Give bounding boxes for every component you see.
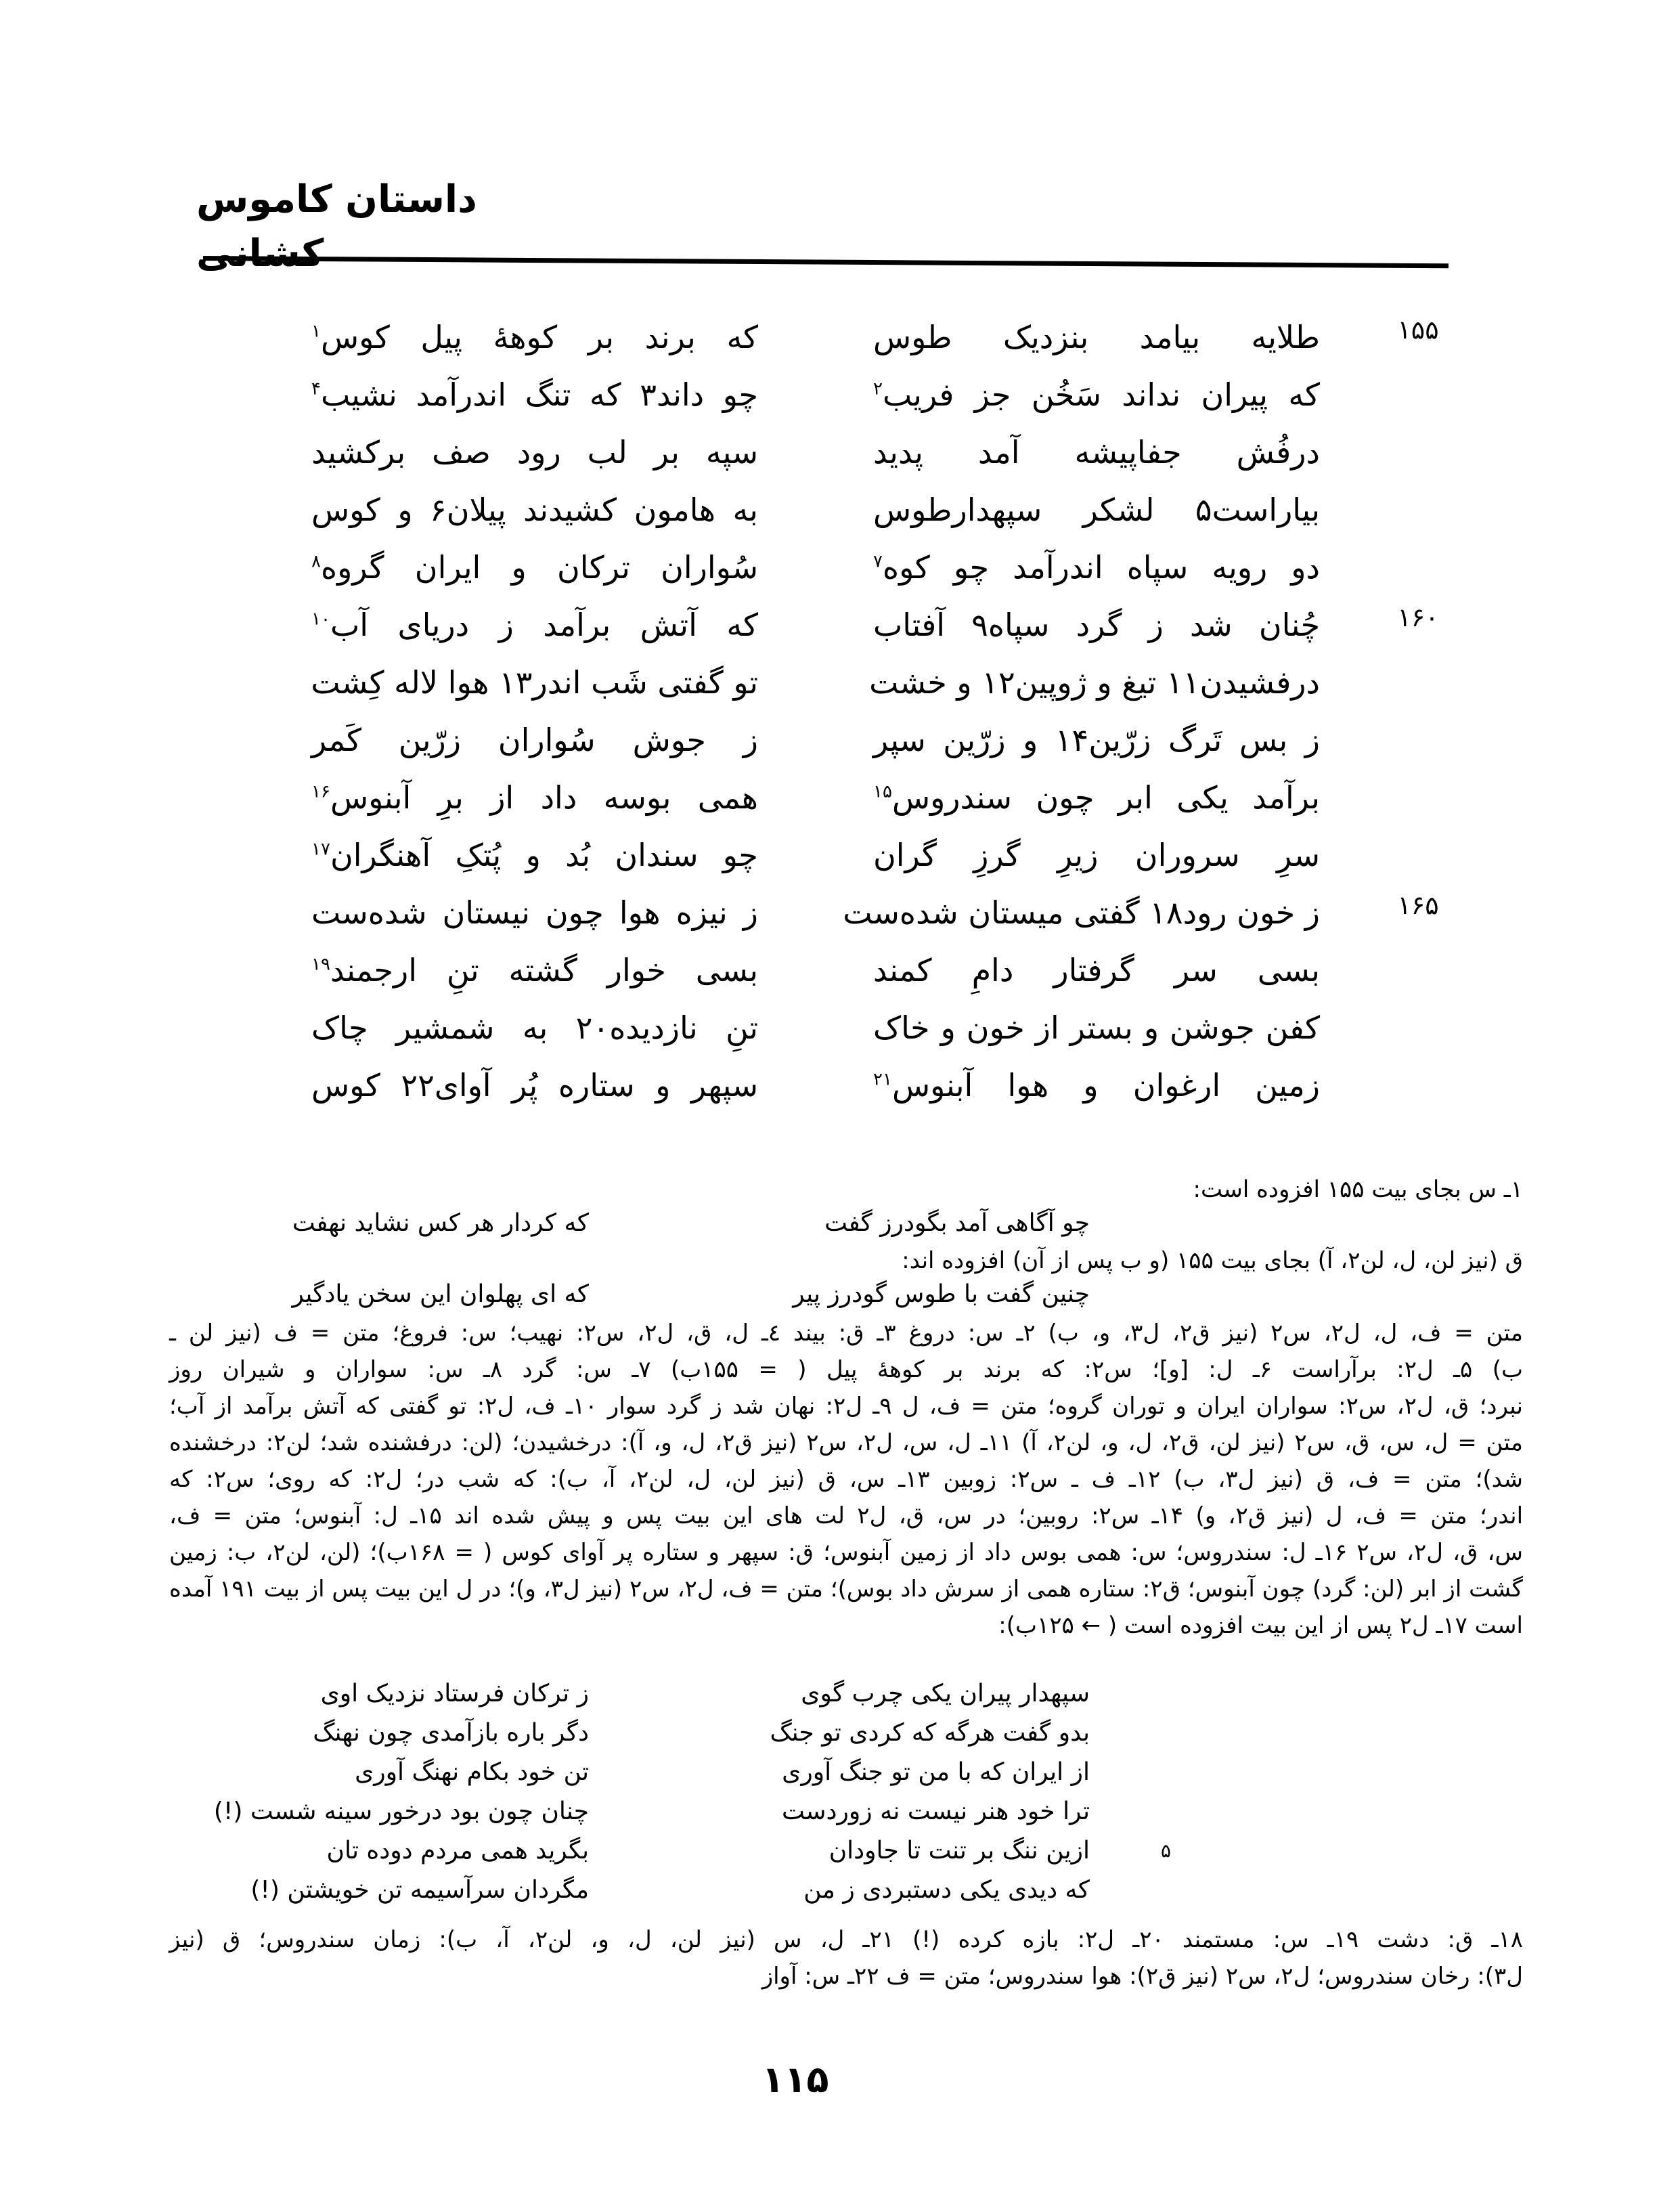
footnote-1-intro: ۱ـ س بجای بیت ۱۵۵ افزوده است: [1193,1176,1523,1203]
hemistich-text: بیاراست۵ لشکر سپهدارطوس [873,492,1320,528]
footnote-line: ب) ۵ـ ل۲: برآراست ۶ـ ل: [و]؛ س۲: که برند بر کوههٔ پیل ( = ۱۵۵ب) ۷ـ س: گرد ۸ـ س: سواران و شیران روز [169,1356,1523,1383]
hemistich-text: درفشیدن۱۱ تیغ و ژوپین۱۲ و خشت [869,664,1320,701]
hemistich-text: دو رویه سپاه اندرآمد چو کوه [882,549,1320,586]
hemistich-left [311,423,758,481]
hemistich-text: که پیران نداند سَخُن جز فریب [882,376,1320,413]
footnote-couplet-right: چنین گفت با طوس گودرز پیر [793,1280,1090,1308]
hemistich-text: که آتش برآمد ز دریای آب [330,607,758,643]
hemistich-text: بسی خوار گشته تنِ ارجمند [330,952,758,988]
hemistich-left [311,481,758,539]
hemistich-right [873,768,1320,827]
hemistich-right [873,423,1320,481]
footnote-couplet-right: سپهدار پیران یکی چرب گوی [801,1680,1090,1707]
footnote-couplet-left: که ای پهلوان این سخن یادگیر [292,1280,589,1308]
verse-row [0,481,1680,539]
hemistich-text: همی بوسه داد از برِ آبنوس [330,779,758,816]
hemistich-right [843,884,1320,942]
hemistich-text: سپه بر لب رود صف برکشید [311,434,758,471]
footnote-couplet-left: که کردار هر کس نشاید نهفت [292,1209,589,1237]
verse-number: ۱۶۵ [1397,890,1439,920]
hemistich-text: سُواران ترکان و ایران گروه [320,549,758,586]
hemistich-text: تنِ نازدیده۲۰ به شمشیر چاک [311,1009,759,1046]
footnote-marker: ۱۹ [311,954,330,975]
footnote-line: ل۳): رخان سندروس؛ ل۲، س۲ (نیز ق۲): هوا سندروس؛ متن = ف ۲۲ـ س: آواز [761,1963,1523,1990]
verse-row [0,999,1680,1057]
verse-row [0,711,1680,769]
hemistich-left [311,999,758,1057]
verse-number: ۱۶۰ [1397,603,1439,632]
hemistich-right [873,1056,1320,1114]
footnote-couplet-left: بگرید همی مردم دوده تان [326,1837,589,1865]
hemistich-text: کفن جوشن و بستر از خون و خاک [873,1009,1320,1046]
hemistich-left [311,711,758,769]
footnote-line: اندر؛ متن = ف، ل (نیز ق۲، و) ۱۴ـ س۲: روبین؛ در س، ق، ل۲ لت های این بیت پس و پیش شده اند ۱۵ـ ل: آبنوس؛ متن = ف، [169,1502,1524,1529]
hemistich-text: چُنان شد ز گرد سپاه۹ آفتاب [873,607,1320,643]
hemistich-text: درفُش جفاپیشه آمد پدید [873,434,1320,471]
footnote-couplet-right: ترا خود هنر نیست نه زوردست [781,1798,1090,1825]
hemistich-left [311,538,758,596]
footnote-1-intro-2: ق (نیز لن، ل، لن۲، آ) بجای بیت ۱۵۵ (و ب پس از آن) افزوده اند: [902,1247,1523,1274]
footnote-marker: ۸ [311,551,321,572]
hemistich-text: چو سندان بُد و پُتکِ آهنگران [330,837,758,873]
hemistich-text: سپهر و ستاره پُر آوای۲۲ کوس [311,1067,759,1104]
footnote-line: س، ق، ل۲، س۲ ۱۶ـ ل: سندروس؛ س: همی بوس داد از زمین آبنوس؛ ق: سپهر و ستاره پر آوای کوس ( = ۱۶۸ب)؛ (لن، لن۲، ب: زمین [169,1539,1523,1566]
running-header-title: داستان کاموس کشانی [196,177,477,276]
footnote-line: است ۱۷ـ ل۲ پس از این بیت افزوده است ( ← ۱۲۵ب): [998,1612,1523,1639]
footnote-line: متن = ف، ل، ل۲، س۲ (نیز ق۲، ل۳، و، ب) ۲ـ س: دروغ ۳ـ ق: بیند ٤ـ ل، ق، ل۲، س۲: نهیب؛ س: فروغ؛ متن = ف (نیز لن ـ [169,1320,1524,1347]
hemistich-left [311,826,758,884]
hemistich-right [873,711,1320,769]
verse-row [0,423,1680,481]
footnote-couplet-left: چنان چون بود درخور سینه شست (!) [213,1798,589,1825]
hemistich-text: ز جوش سُواران زرّین کَمر [311,722,758,758]
hemistich-text: زمین ارغوان و هوا آبنوس [891,1067,1320,1104]
hemistich-right [873,941,1320,999]
hemistich-text: تو گفتی شَب اندر۱۳ هوا لاله کِشت [311,664,758,701]
footnote-couplet-right: بدو گفت هرگه که کردی تو جنگ [770,1719,1090,1747]
footnote-marker: ۱۵ [873,781,892,802]
hemistich-left [311,1056,758,1114]
hemistich-right [873,826,1320,884]
hemistich-text: ز نیزه هوا چون نیستان شده‌ست [311,894,758,931]
verse-row [0,538,1680,596]
hemistich-text: چو داند۳ که تنگ اندرآمد نشیب [320,376,758,413]
hemistich-text: سرِ سروران زیرِ گرزِ گران [873,837,1320,873]
verse-row [0,596,1680,654]
footnote-line: نبرد؛ ق، ل۲، س۲: سواران ایران و توران گروه؛ متن = ف، ل ۹ـ ل۲: نهان شد ز گرد سوار ۱۰ـ ف، ل۲: تو گفتی که آتش برآمد از آب؛ [169,1393,1523,1420]
hemistich-right [873,999,1320,1057]
footnote-line: ۱۸ـ ق: دشت ۱۹ـ س: مستمند ۲۰ـ ل۲: بازه کرده (!) ۲۱ـ ل، س (نیز لن، ل، و، لن۲، آ، ب): زمان سندروس؛ ق (نیز [169,1926,1523,1953]
hemistich-text: که برند بر کوههٔ پیل کوس [320,319,758,355]
hemistich-text: طلایه بیامد بنزدیک طوس [873,319,1320,355]
footnote-line: متن = ل، س، ق، س۲ (نیز لن، ق۲، ل، و، لن۲، آ) ۱۱ـ ل، س، ل۲، س۲ (نیز ق۲، ل، و، آ): درخشیدن؛ (لن: درفشنده شد؛ لن۲: درخشنده [169,1429,1523,1456]
verse-row [0,826,1680,884]
hemistich-right [873,596,1320,654]
hemistich-right [873,538,1320,596]
footnote-couplet-right: که دیدی یکی دستبردی ز من [803,1876,1090,1904]
line-marker: ۵ [1160,1839,1171,1862]
hemistich-right [873,366,1320,424]
footnote-couplet-right: ازین ننگ بر تنت تا جاودان [828,1837,1090,1865]
verse-row [0,653,1680,712]
hemistich-text: ز خون رود۱۸ گفتی میستان شده‌ست [843,894,1320,931]
footnote-couplet-left: ز ترکان فرستاد نزدیک اوی [320,1680,589,1707]
footnote-marker: ۷ [873,551,883,572]
footnote-line: شد)؛ متن = ف، ق (نیز ل۳، ب) ۱۲ـ ف ـ س۲: زوبین ۱۳ـ س، ق (نیز لن، ل، لن۲، آ، ب): که شب در؛ ل۲: که روی؛ س۲: که [169,1466,1523,1493]
hemistich-text: به هامون کشیدند پیلان۶ و کوس [311,492,758,528]
hemistich-left [311,941,758,999]
hemistich-right [873,481,1320,539]
footnote-couplet-left: تن خود بکام نهنگ آوری [355,1758,589,1786]
footnote-marker: ۱۶ [311,781,330,802]
hemistich-left [311,366,758,424]
footnote-couplet-left: دگر باره بازآمدی چون نهنگ [313,1719,589,1747]
footnote-couplet-right: چو آگاهی آمد بگودرز گفت [824,1209,1090,1237]
footnote-marker: ۴ [311,378,321,399]
footnote-marker: ۲ [873,378,883,399]
verse-row [0,768,1680,827]
footnote-marker: ۱۷ [311,839,330,860]
footnote-couplet-left: مگردان سرآسیمه تن خویشتن (!) [250,1876,589,1904]
footnote-marker: ۱۰ [311,609,330,630]
verse-row [0,308,1680,366]
verse-row [0,941,1680,999]
hemistich-text: بسی سر گرفتار دامِ کمند [873,952,1320,988]
footnote-couplet-right: از ایران که با من تو جنگ آوری [782,1758,1090,1786]
hemistich-right [873,308,1320,366]
page-number: ۱۱۵ [761,2058,829,2101]
hemistich-left [311,884,758,942]
footnote-marker: ۱ [311,321,321,342]
hemistich-text: ز بس تَرگ زرّین۱۴ و زرّین سپر [873,722,1320,758]
hemistich-right [869,653,1320,712]
verse-number: ۱۵۵ [1397,315,1439,345]
hemistich-left [311,596,758,654]
hemistich-left [311,768,758,827]
footnote-marker: ۲۱ [873,1069,892,1090]
verse-row [0,884,1680,942]
hemistich-left [311,653,758,712]
verse-row [0,366,1680,424]
verse-row [0,1056,1680,1114]
footnote-line: گشت از ابر (لن: گرد) چون آبنوس؛ ق۲: ستاره همی از سرش داد بوس)؛ متن = ف، ل۲، س۲ (نیز ل۳، و)؛ در ل این بیت پس از بیت ۱۹۱ آمده [169,1575,1523,1603]
hemistich-text: برآمد یکی ابر چون سندروس [891,779,1320,816]
hemistich-left [311,308,758,366]
